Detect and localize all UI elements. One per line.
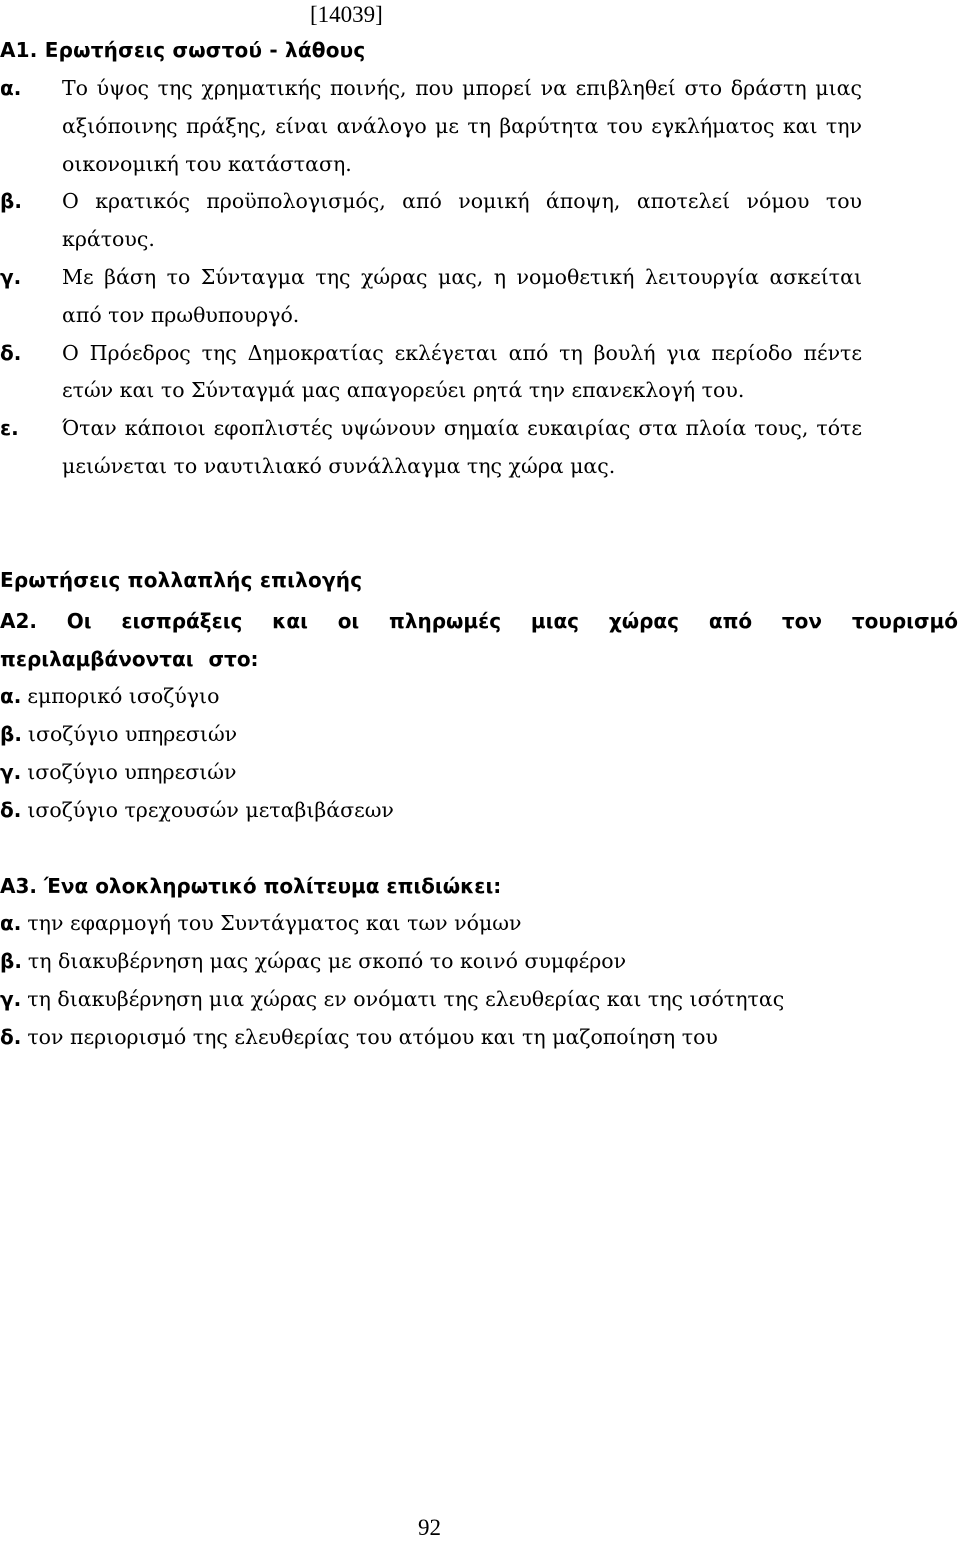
item-letter: δ. [0,340,22,365]
question-a3: Α3. Ένα ολοκληρωτικό πολίτευμα επιδιώκει: [0,874,502,898]
question-a2-option [0,721,237,747]
true-false-item [0,335,862,411]
true-false-item [0,410,862,486]
option-text: τη διακυβέρνηση μας χώρας με σκοπό το κοινό συμφέρον [27,949,627,973]
option-letter: α. [0,684,22,708]
option-text: τον περιορισμό της ελευθερίας του ατόμου και τη μαζοποίηση του [27,1025,718,1049]
option-text: τη διακυβέρνηση μια χώρας εν ονόματι της ελευθερίας και της ισότητας [27,987,785,1011]
item-text: Όταν κάποιοι εφοπλιστές υψώνουν σημαία ευκαιρίας στα πλοία τους, τότε μειώνεται το ναυτιλιακό συνάλλαγμα της χώρα μας. [62,416,862,478]
item-letter: γ. [0,264,22,289]
option-text: ισοζύγιο τρεχουσών μεταβιβάσεων [27,798,394,822]
option-letter: γ. [0,760,22,784]
option-letter: α. [0,911,22,935]
question-a2-option [0,797,394,823]
section-a1-title: Α1. Ερωτήσεις σωστού - λάθους [0,38,366,62]
item-text: Ο Πρόεδρος της Δημοκρατίας εκλέγεται από τη βουλή για περίοδο πέντε ετών και το Σύνταγμά μας απαγορεύει ρητά την επανεκλογή του. [62,340,862,403]
question-a2-option [0,759,236,785]
option-letter: γ. [0,987,22,1011]
option-letter: β. [0,722,22,746]
section-mc-title: Ερωτήσεις πολλαπλής επιλογής [0,568,363,592]
question-a3-option [0,910,521,936]
option-letter: δ. [0,798,22,822]
question-a3-option [0,986,784,1012]
item-text: Ο κρατικός προϋπολογισμός, από νομική άποψη, αποτελεί νόμου του κράτους. [62,189,862,252]
true-false-item [0,183,862,259]
document-id: [14039] [310,2,383,27]
option-text: ισοζύγιο υπηρεσιών [27,722,238,746]
true-false-item [0,259,862,335]
true-false-list [0,70,862,486]
question-a2: Α2. Οι εισπράξεις και οι πληρωμές μιας χώρας από τον τουρισμό περιλαμβάνονται στο: [0,609,958,671]
item-letter: β. [0,189,22,214]
item-text: Με βάση το Σύνταγμα της χώρας μας, η νομοθετική λειτουργία ασκείται από τον πρωθυπουργό. [62,264,862,327]
item-letter: α. [0,76,22,100]
question-a3-option [0,948,626,974]
item-letter: ε. [0,416,19,441]
option-letter: β. [0,949,22,973]
question-a3-option [0,1024,718,1050]
question-a2-option [0,683,219,709]
option-text: την εφαρμογή του Συντάγματος και των νόμων [27,911,522,935]
item-text: Το ύψος της χρηματικής ποινής, που μπορεί να επιβληθεί στο δράστη μιας αξιόποινης πράξης, είναι ανάλογο με τη βαρύτητα του εγκλήματος και την οικονομική του κατάσταση. [62,76,862,176]
option-text: ισοζύγιο υπηρεσιών [27,760,237,784]
page-number: 92 [418,1515,441,1540]
true-false-item [0,70,862,183]
option-letter: δ. [0,1025,22,1049]
option-text: εμπορικό ισοζύγιο [27,684,220,708]
